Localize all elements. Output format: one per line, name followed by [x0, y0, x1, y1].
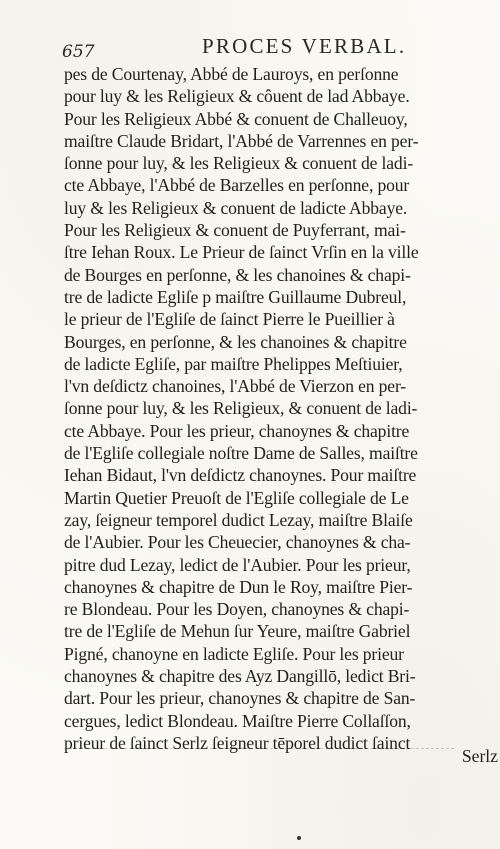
text-line: pes de Courtenay, Abbé de Lauroys, en perſonne — [64, 64, 399, 84]
text-line: ſonne pour luy, & les Religieux, & conuent de ladi- — [64, 398, 418, 419]
text-line: de l'Egliſe collegiale noſtre Dame de Salles, maiſtre — [64, 443, 418, 464]
text-line: Iehan Bidaut, l'vn deſdictz chanoynes. Pour maiſtre — [64, 465, 417, 486]
text-line: pitre dud Lezay, ledict de l'Aubier. Pour les prieur, — [64, 554, 411, 575]
text-line: tre de ladicte Egliſe p maiſtre Guillaume Dubreul, — [64, 286, 407, 307]
catchword: Serlz — [461, 746, 498, 766]
running-head: PROCES VERBAL. — [202, 34, 407, 58]
page-number: 657 — [62, 42, 95, 62]
page-rule — [64, 748, 454, 749]
text-line: de ladicte Egliſe, par maiſtre Phelippes Meſtiuier, — [64, 353, 403, 374]
text-line: l'vn deſdictz chanoines, l'Abbé de Vierzon en per- — [64, 376, 407, 397]
body-text — [64, 63, 500, 754]
text-line: cergues, ledict Blondeau. Maiſtre Pierre Collaſſon, — [64, 710, 411, 731]
text-line: le prieur de l'Egliſe de ſainct Pierre le Pueillier à — [64, 309, 395, 330]
text-line: tre de l'Egliſe de Mehun ſur Yeure, maiſtre Gabriel — [64, 621, 411, 642]
catchword-row — [64, 744, 500, 766]
text-line: ſtre Iehan Roux. Le Prieur de ſainct Vrſin en la ville — [64, 242, 419, 263]
text-line: re Blondeau. Pour les Doyen, chanoynes & chapi- — [64, 599, 410, 620]
text-line: Pigné, chanoyne en ladicte Egliſe. Pour les prieur — [64, 643, 404, 664]
text-line: de Bourges en perſonne, & les chanoines & chapi- — [64, 264, 411, 285]
text-line: pour luy & les Religieux & côuent de lad Abbaye. — [64, 86, 410, 107]
text-line: luy & les Religieux & conuent de ladicte Abbaye. — [64, 197, 408, 218]
text-line: maiſtre Claude Bridart, l'Abbé de Varrennes en per- — [64, 130, 419, 151]
text-line: Bourges, en perſonne, & les chanoines & chapitre — [64, 331, 407, 352]
text-line: dart. Pour les prieur, chanoynes & chapitre de San- — [64, 688, 416, 709]
text-line: de l'Aubier. Pour les Cheuecier, chanoynes & cha- — [64, 532, 411, 553]
text-line: Martin Quetier Preuoſt de l'Egliſe collegiale de Le — [64, 487, 409, 508]
text-line: Pour les Religieux & conuent de Puyferrant, mai- — [64, 220, 406, 241]
text-line: ſonne pour luy, & les Religieux & conuent de ladi- — [64, 153, 414, 174]
text-line: zay, ſeigneur temporel dudict Lezay, maiſtre Blaiſe — [64, 509, 413, 530]
page-header — [62, 34, 452, 64]
text-line: cte Abbaye, l'Abbé de Barzelles en perſonne, pour — [64, 175, 410, 196]
text-line: chanoynes & chapitre de Dun le Roy, maiſtre Pier- — [64, 576, 413, 597]
text-line: Pour les Religieux Abbé & conuent de Challeuoy, — [64, 108, 408, 129]
ink-speck — [297, 836, 301, 840]
text-line: cte Abbaye. Pour les prieur, chanoynes & chapitre — [64, 420, 410, 441]
text-line: chanoynes & chapitre des Ayz Dangillō, ledict Bri- — [64, 666, 416, 687]
text-line: prieur de ſainct Serlz ſeigneur tēporel dudict ſainct — [64, 732, 411, 753]
